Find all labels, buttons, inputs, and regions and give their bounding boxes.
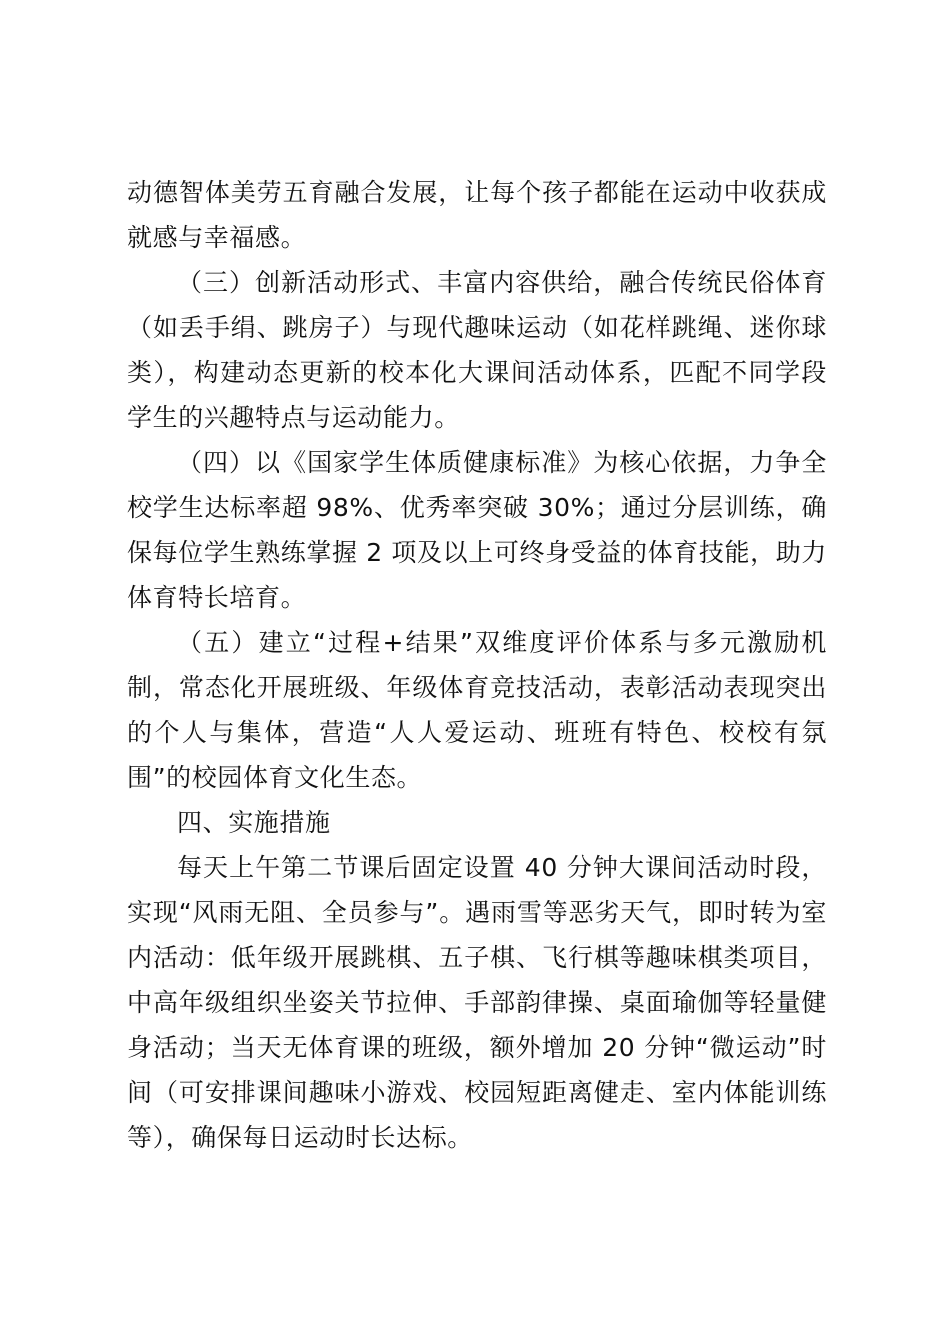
paragraph-item-five: （五）建立“过程+结果”双维度评价体系与多元激励机制，常态化开展班级、年级体育竞技活动，表彰活动表现突出的个人与集体，营造“人人爱运动、班班有特色、校校有氛围”的校园体育文化生态。 <box>127 628 827 792</box>
paragraph-continuation: 动德智体美劳五育融合发展，让每个孩子都能在运动中收获成就感与幸福感。 <box>127 178 827 252</box>
document-body <box>127 170 827 1160</box>
section-heading: 四、实施措施 <box>177 808 331 837</box>
paragraph-item-four: （四）以《国家学生体质健康标准》为核心依据，力争全校学生达标率超 98%、优秀率突破 30%；通过分层训练，确保每位学生熟练掌握 2 项及以上可终身受益的体育技能，助力体育特长培育。 <box>127 448 827 612</box>
paragraph-item-three: （三）创新活动形式、丰富内容供给，融合传统民俗体育（如丢手绢、跳房子）与现代趣味运动（如花样跳绳、迷你球类），构建动态更新的校本化大课间活动体系，匹配不同学段学生的兴趣特点与运动能力。 <box>127 268 827 432</box>
paragraph-implementation: 每天上午第二节课后固定设置 40 分钟大课间活动时段，实现“风雨无阻、全员参与”。遇雨雪等恶劣天气，即时转为室内活动：低年级开展跳棋、五子棋、飞行棋等趣味棋类项目，中高年级组织坐姿关节拉伸、手部韵律操、桌面瑜伽等轻量健身活动；当天无体育课的班级，额外增加 20 分钟“微运动”时间（可安排课间趣味小游戏、校园短距离健走、室内体能训练等），确保每日运动时长达标。 <box>127 853 827 1152</box>
